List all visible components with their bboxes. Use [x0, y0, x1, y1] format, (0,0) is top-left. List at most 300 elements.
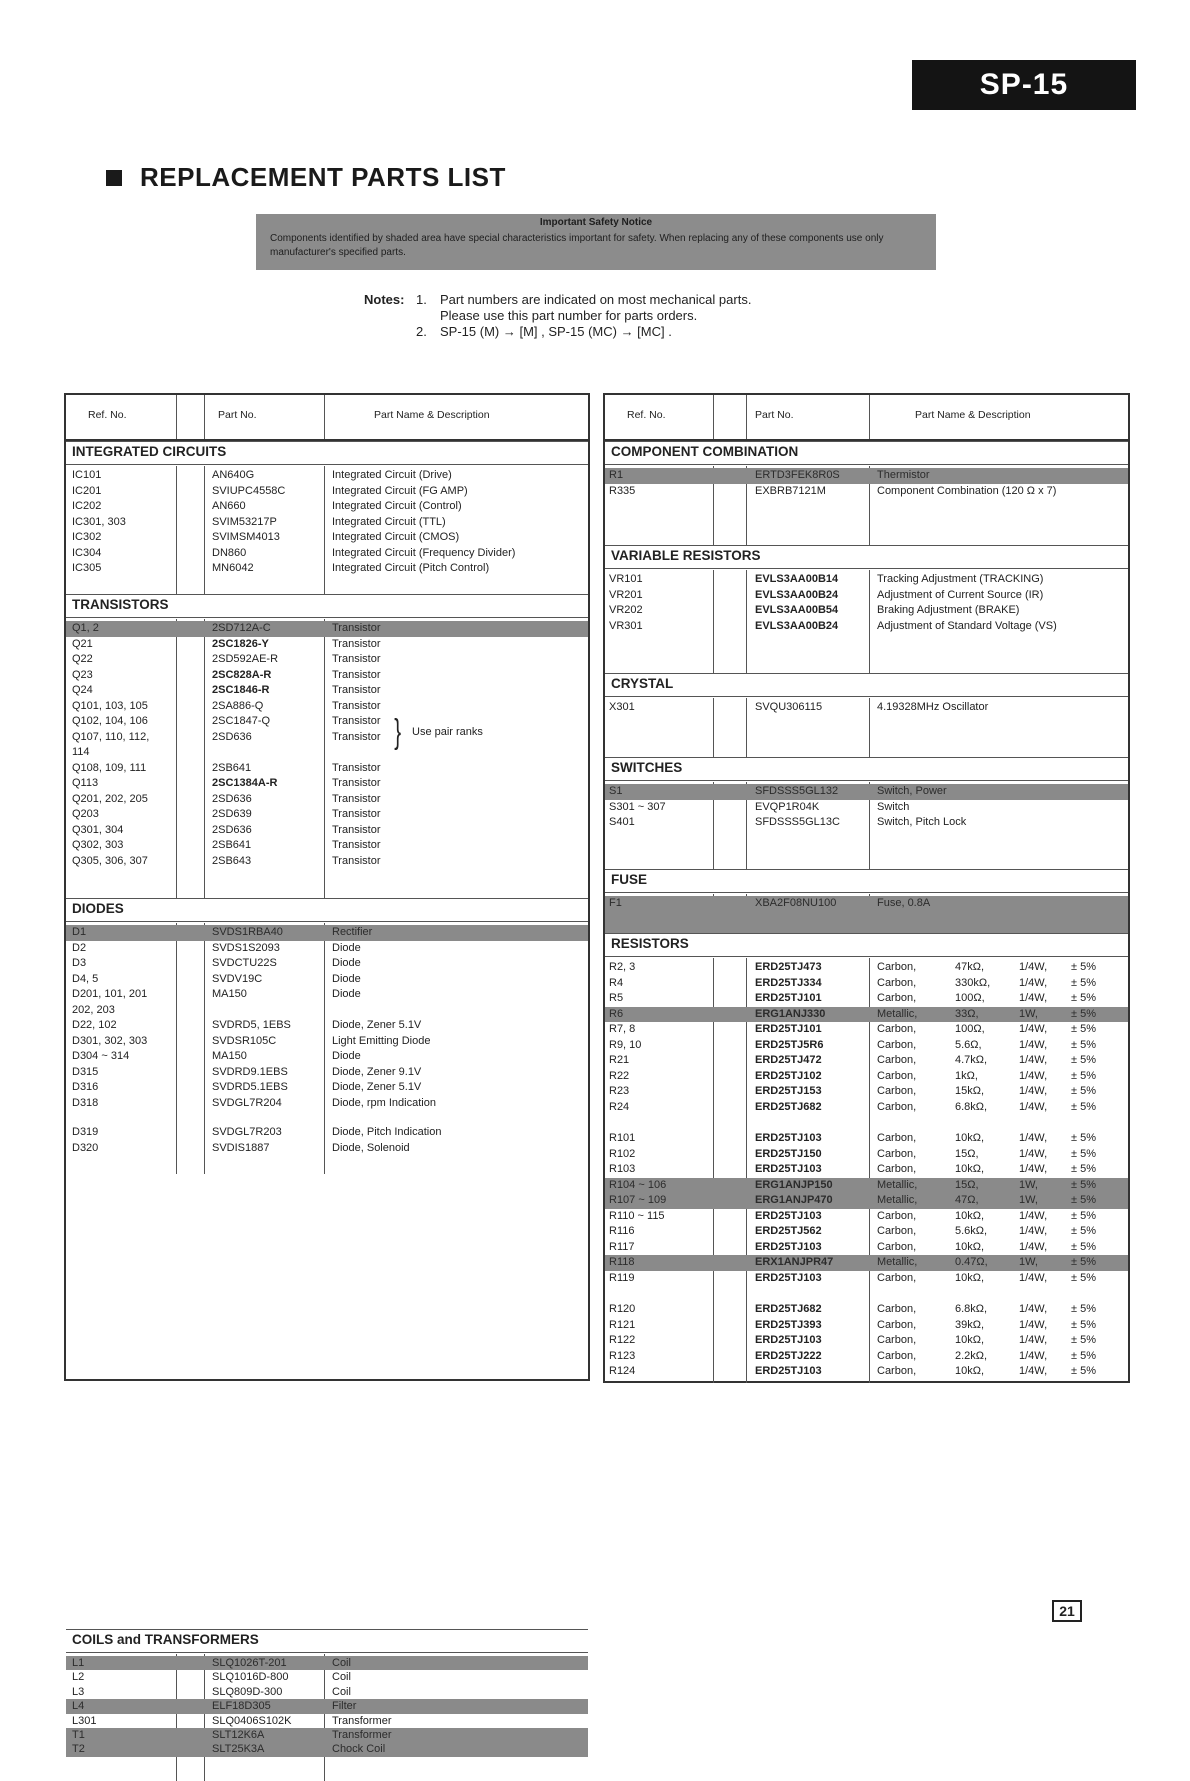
col-desc-header: Part Name & Description [915, 409, 1031, 421]
table-row [605, 1364, 1128, 1380]
cell-part: EVLS3AA00B24 [755, 619, 839, 632]
cell-desc: Diode [332, 972, 361, 985]
cell-type: Carbon, [877, 1069, 917, 1082]
cell-val: 15Ω, [955, 1147, 979, 1160]
cell-watt: 1/4W, [1019, 1271, 1048, 1284]
cell-part: ERD25TJ101 [755, 1023, 822, 1035]
cell-ref: T2 [72, 1743, 85, 1756]
cell-part: SVDS1RBA40 [212, 926, 283, 938]
cell-val: 10kΩ, [955, 1240, 985, 1253]
cell-watt: 1/4W, [1019, 1349, 1048, 1362]
section-title-variable-resistors: VARIABLE RESISTORS [605, 545, 1128, 569]
cell-desc: Integrated Circuit (FG AMP) [332, 484, 468, 497]
cell-ref: R6 [609, 1007, 624, 1020]
cell-part: 2SD636 [212, 823, 252, 836]
table-row [605, 784, 1128, 800]
cell-ref: L301 [72, 1714, 97, 1727]
cell-part: 2SC1846-R [212, 684, 270, 696]
cell-desc: Switch [877, 800, 910, 813]
cell-part: EVQP1R04K [755, 800, 820, 813]
cell-ref: D319 [72, 1126, 99, 1138]
table-header-left [66, 395, 588, 441]
table-row [605, 1069, 1128, 1085]
column-divider [324, 395, 325, 439]
cell-part: ERD25TJ103 [755, 1365, 822, 1377]
cell-ref: R5 [609, 992, 624, 1004]
cell-ref: R22 [609, 1069, 630, 1082]
cell-ref: D22, 102 [72, 1019, 117, 1031]
col-part-header: Part No. [755, 409, 794, 421]
cell-val: 10kΩ, [955, 1334, 985, 1346]
cell-part: 2SC1826-Y [212, 637, 269, 650]
cell-ref: X301 [609, 701, 635, 713]
cell-ref: D4, 5 [72, 972, 99, 985]
cell-part: ELF18D305 [212, 1700, 271, 1713]
table-row [66, 637, 588, 653]
cell-tol: ± 5% [1071, 1349, 1096, 1362]
table-row [605, 588, 1128, 604]
cell-ref: D301, 302, 303 [72, 1034, 148, 1047]
cell-watt: 1/4W, [1019, 992, 1048, 1004]
table-row [66, 1096, 588, 1112]
cell-tol: ± 5% [1071, 1271, 1096, 1284]
cell-type: Carbon, [877, 1349, 917, 1362]
cell-val: 0.47Ω, [955, 1256, 988, 1268]
table-row [605, 1209, 1128, 1225]
cell-part: SLQ809D-300 [212, 1685, 283, 1698]
cell-watt: 1/4W, [1019, 1303, 1048, 1315]
cell-part: ERD25TJ101 [755, 992, 822, 1004]
section-title-diodes: DIODES [66, 898, 588, 922]
table-row [66, 1034, 588, 1050]
cell-ref: D315 [72, 1065, 99, 1078]
cell-watt: 1/4W, [1019, 1132, 1048, 1144]
cell-ref: D201, 101, 201 [72, 988, 148, 1000]
cell-type: Carbon, [877, 1225, 917, 1237]
cell-part: ERG1ANJP150 [755, 1178, 833, 1191]
table-row [66, 1699, 588, 1713]
cell-desc: Integrated Circuit (Frequency Divider) [332, 546, 516, 559]
cell-ref: D316 [72, 1081, 99, 1093]
table-row [66, 621, 588, 637]
cell-desc: Diode, rpm Indication [332, 1096, 436, 1109]
table-row [605, 1038, 1128, 1054]
cell-ref: IC305 [72, 562, 102, 574]
cell-ref: IC201 [72, 484, 102, 497]
cell-ref: Q301, 304 [72, 823, 124, 836]
cell-desc: Coil [332, 1671, 351, 1684]
table-row [66, 1670, 588, 1684]
table-row [605, 800, 1128, 816]
table-row [605, 815, 1128, 831]
safety-notice-title: Important Safety Notice [539, 217, 653, 228]
cell-watt: 1/4W, [1019, 976, 1048, 989]
cell-desc: Tracking Adjustment (TRACKING) [877, 573, 1044, 585]
cell-type: Metallic, [877, 1256, 918, 1268]
cell-ref: Q113 [72, 777, 99, 789]
cell-val: 5.6kΩ, [955, 1225, 988, 1237]
cell-desc: Transistor [332, 777, 381, 789]
cell-desc: Adjustment of Standard Voltage (VS) [877, 619, 1057, 632]
cell-tol: ± 5% [1071, 1038, 1096, 1051]
cell-ref: R102 [609, 1147, 636, 1160]
cell-type: Carbon, [877, 992, 917, 1004]
model-badge: SP-15 [912, 60, 1136, 110]
cell-part: ERTD3FEK8R0S [755, 469, 840, 481]
cell-part: SVDGL7R204 [212, 1096, 282, 1109]
cell-desc: Diode, Zener 9.1V [332, 1065, 422, 1078]
safety-notice-text: Components identified by shaded area have special characteristics important for safety. When replacing any of these components use only manufacturer's specified parts. [270, 233, 884, 258]
cell-part: ERG1ANJ330 [755, 1007, 826, 1020]
cell-part: SVDGL7R203 [212, 1126, 282, 1138]
table-row [66, 838, 588, 854]
cell-ref: R119 [609, 1271, 635, 1284]
cell-type: Metallic, [877, 1007, 918, 1020]
cell-part: 2SD636 [212, 730, 252, 743]
cell-part: ERD25TJ682 [755, 1100, 822, 1113]
cell-watt: 1/4W, [1019, 961, 1048, 973]
cell-desc: Transformer [332, 1729, 392, 1741]
table-row [605, 1022, 1128, 1038]
table-row [66, 546, 588, 562]
bullet-square-icon [106, 170, 122, 186]
cell-ref: Q22 [72, 653, 93, 665]
cell-watt: 1/4W, [1019, 1225, 1048, 1237]
cell-desc: Integrated Circuit (Pitch Control) [332, 562, 490, 574]
table-row [66, 1065, 588, 1081]
cell-ref: R7, 8 [609, 1023, 636, 1035]
cell-ref: IC302 [72, 531, 102, 543]
cell-part: ERX1ANJPR47 [755, 1256, 834, 1268]
cell-part: ERD25TJ562 [755, 1225, 822, 1237]
cell-ref: R2, 3 [609, 961, 636, 973]
cell-ref: R120 [609, 1303, 636, 1315]
cell-desc: Transistor [332, 699, 381, 712]
cell-part: SLQ0406S102K [212, 1714, 292, 1727]
table-row [66, 745, 588, 761]
cell-val: 10kΩ, [955, 1365, 985, 1377]
section-title-coils: COILS and TRANSFORMERS [66, 1629, 588, 1653]
table-row [605, 1053, 1128, 1069]
table-row [66, 730, 588, 746]
cell-ref: L2 [72, 1671, 85, 1684]
brace-icon: } [394, 713, 402, 751]
cell-ref: R4 [609, 976, 624, 989]
table-row [66, 699, 588, 715]
table-row [605, 1333, 1128, 1349]
cell-ref: D1 [72, 926, 87, 938]
cell-ref: Q24 [72, 684, 93, 696]
cell-tol: ± 5% [1071, 1225, 1096, 1237]
cell-ref: R23 [609, 1085, 630, 1097]
table-row [605, 1084, 1128, 1100]
cell-val: 4.7kΩ, [955, 1054, 988, 1066]
cell-tol: ± 5% [1071, 1256, 1096, 1268]
cell-part: DN860 [212, 546, 247, 559]
cell-ref: VR101 [609, 573, 643, 585]
cell-type: Carbon, [877, 1209, 917, 1222]
cell-desc: Component Combination (120 Ω x 7) [877, 484, 1057, 497]
note-1-line-1: Part numbers are indicated on most mechanical parts. [440, 292, 752, 307]
table-row [66, 1742, 588, 1756]
section-title-component-combination: COMPONENT COMBINATION [605, 441, 1128, 465]
cell-part: ERD25TJ473 [755, 961, 822, 973]
cell-watt: 1/4W, [1019, 1085, 1048, 1097]
cell-part: ERD25TJ153 [755, 1085, 822, 1097]
cell-ref: S401 [609, 816, 635, 828]
cell-type: Carbon, [877, 961, 917, 973]
cell-ref: L4 [72, 1700, 85, 1713]
cell-part: SVIMSM4013 [212, 531, 280, 543]
cell-desc: Diode [332, 957, 361, 969]
cell-tol: ± 5% [1071, 992, 1096, 1004]
cell-part: ERG1ANJP470 [755, 1194, 833, 1206]
cell-tol: ± 5% [1071, 1054, 1096, 1066]
cell-ref: S301 ~ 307 [609, 800, 666, 813]
cell-watt: 1/4W, [1019, 1147, 1048, 1160]
cell-ref: D320 [72, 1141, 99, 1154]
cell-ref: T1 [72, 1729, 85, 1741]
cell-val: 10kΩ, [955, 1132, 985, 1144]
table-row [605, 1255, 1128, 1271]
cell-part: SVIUPC4558C [212, 484, 286, 497]
cell-tol: ± 5% [1071, 1365, 1096, 1377]
cell-tol: ± 5% [1071, 1100, 1096, 1113]
cell-ref: 202, 203 [72, 1003, 115, 1016]
cell-part: 2SA886-Q [212, 699, 264, 712]
table-row [605, 1302, 1128, 1318]
cell-val: 6.8kΩ, [955, 1303, 988, 1315]
table-row [605, 468, 1128, 484]
cell-type: Carbon, [877, 1054, 917, 1066]
cell-val: 39kΩ, [955, 1318, 985, 1331]
cell-part: SVDRD5, 1EBS [212, 1019, 291, 1031]
cell-part: 2SC828A-R [212, 668, 272, 681]
table-row [66, 761, 588, 777]
cell-val: 100Ω, [955, 1023, 985, 1035]
cell-part: ERD25TJ334 [755, 976, 822, 989]
cell-desc: Diode, Solenoid [332, 1141, 410, 1154]
cell-part: EVLS3AA00B24 [755, 588, 839, 601]
cell-tol: ± 5% [1071, 1069, 1096, 1082]
cell-watt: 1/4W, [1019, 1240, 1048, 1253]
cell-ref: R124 [609, 1365, 636, 1377]
cell-tol: ± 5% [1071, 1132, 1096, 1144]
cell-ref: D304 ~ 314 [72, 1050, 130, 1062]
cell-desc: Diode, Zener 5.1V [332, 1019, 422, 1031]
cell-ref: Q203 [72, 808, 99, 820]
cell-ref: Q101, 103, 105 [72, 699, 148, 712]
table-row [66, 807, 588, 823]
cell-type: Carbon, [877, 1038, 917, 1051]
cell-part: EXBRB7121M [755, 484, 826, 497]
cell-type: Carbon, [877, 1334, 917, 1346]
cell-val: 100Ω, [955, 992, 985, 1004]
section-title-crystal: CRYSTAL [605, 673, 1128, 697]
cell-part: ERD25TJ102 [755, 1069, 822, 1082]
cell-part: ERD25TJ103 [755, 1271, 822, 1284]
cell-tol: ± 5% [1071, 1303, 1096, 1315]
cell-ref: VR202 [609, 604, 643, 616]
cell-part: ERD25TJ103 [755, 1334, 822, 1346]
cell-part: MA150 [212, 1050, 247, 1062]
cell-ref: R122 [609, 1334, 636, 1346]
table-row [605, 991, 1128, 1007]
cell-part: SVDS1S2093 [212, 941, 280, 954]
cell-desc: Transformer [332, 1714, 392, 1727]
cell-ref: Q201, 202, 205 [72, 792, 148, 805]
cell-part: AN660 [212, 500, 246, 512]
cell-desc: Diode [332, 1050, 361, 1062]
cell-tol: ± 5% [1071, 1163, 1096, 1175]
cell-ref: S1 [609, 785, 623, 797]
table-row [66, 854, 588, 870]
cell-val: 5.6Ω, [955, 1038, 982, 1051]
note-2-text: SP-15 (M) → [M] , SP-15 (MC) → [MC] . [440, 324, 672, 339]
table-row [66, 668, 588, 684]
cell-part: ERD25TJ103 [755, 1240, 822, 1253]
table-row [66, 515, 588, 531]
cell-ref: Q108, 109, 111 [72, 761, 147, 774]
cell-tol: ± 5% [1071, 1240, 1096, 1253]
cell-desc: Transistor [332, 668, 381, 681]
cell-desc: Chock Coil [332, 1743, 386, 1756]
cell-type: Carbon, [877, 1365, 917, 1377]
cell-val: 10kΩ, [955, 1271, 985, 1284]
cell-desc: Transistor [332, 792, 381, 805]
cell-ref: R103 [609, 1163, 636, 1175]
table-row [66, 561, 588, 577]
cell-ref: Q1, 2 [72, 622, 99, 634]
cell-part: 2SB641 [212, 839, 252, 851]
cell-part: SVIM53217P [212, 515, 277, 528]
cell-ref: R101 [609, 1132, 636, 1144]
table-row [66, 956, 588, 972]
cell-desc: Transistor [332, 823, 381, 836]
cell-desc: Switch, Power [877, 785, 947, 797]
cell-desc: Coil [332, 1685, 351, 1698]
cell-desc: Integrated Circuit (CMOS) [332, 531, 460, 543]
column-divider [713, 395, 714, 439]
cell-part: ERD25TJ103 [755, 1132, 822, 1144]
cell-part: SVDIS1887 [212, 1141, 270, 1154]
cell-val: 15Ω, [955, 1178, 979, 1191]
cell-tol: ± 5% [1071, 1209, 1096, 1222]
cell-type: Carbon, [877, 976, 917, 989]
cell-desc: Light Emitting Diode [332, 1034, 431, 1047]
cell-tol: ± 5% [1071, 1023, 1096, 1035]
cell-ref: R9, 10 [609, 1038, 642, 1051]
table-row [605, 1240, 1128, 1256]
cell-type: Carbon, [877, 1303, 917, 1315]
cell-part: ERD25TJ103 [755, 1163, 822, 1175]
cell-ref: Q23 [72, 668, 93, 681]
section-title-transistors: TRANSISTORS [66, 594, 588, 618]
section-title-integrated-circuits: INTEGRATED CIRCUITS [66, 441, 588, 465]
cell-ref: R123 [609, 1349, 636, 1362]
cell-watt: 1/4W, [1019, 1069, 1048, 1082]
cell-ref: L1 [72, 1657, 85, 1669]
cell-ref: R21 [609, 1054, 630, 1066]
cell-desc: Switch, Pitch Lock [877, 816, 967, 828]
cell-tol: ± 5% [1071, 1007, 1096, 1020]
column-divider [746, 395, 747, 439]
page-title [106, 162, 506, 193]
cell-ref: L3 [72, 1685, 85, 1698]
cell-watt: 1/4W, [1019, 1334, 1048, 1346]
cell-val: 2.2kΩ, [955, 1349, 988, 1362]
cell-val: 47Ω, [955, 1194, 979, 1206]
cell-part: 2SC1384A-R [212, 777, 278, 789]
cell-ref: R335 [609, 484, 636, 497]
cell-part: 2SB641 [212, 761, 252, 774]
cell-ref: R107 ~ 109 [609, 1194, 667, 1206]
table-row [605, 484, 1128, 500]
cell-part: ERD25TJ472 [755, 1054, 822, 1066]
cell-val: 1kΩ, [955, 1069, 978, 1082]
cell-type: Metallic, [877, 1194, 918, 1206]
cell-desc: Transistor [332, 637, 381, 650]
cell-part: 2SD712A-C [212, 622, 271, 634]
cell-tol: ± 5% [1071, 961, 1096, 973]
table-row [605, 603, 1128, 619]
cell-watt: 1W, [1019, 1178, 1038, 1191]
cell-desc: Diode [332, 941, 361, 954]
cell-part: ERD25TJ222 [755, 1349, 822, 1362]
column-divider [176, 395, 177, 439]
notes-label: Notes: [364, 292, 405, 307]
col-part-header: Part No. [218, 409, 257, 421]
cell-watt: 1/4W, [1019, 1365, 1048, 1377]
cell-desc: Transistor [332, 854, 381, 867]
cell-part: EVLS3AA00B54 [755, 604, 839, 616]
cell-watt: 1W, [1019, 1007, 1038, 1020]
cell-desc: Braking Adjustment (BRAKE) [877, 604, 1020, 616]
table-row [605, 1007, 1128, 1023]
cell-desc: Transistor [332, 684, 381, 696]
cell-val: 33Ω, [955, 1007, 979, 1020]
cell-part: ERD25TJ150 [755, 1147, 822, 1160]
parts-table-right [603, 393, 1130, 1383]
table-row [66, 972, 588, 988]
cell-part: SVDV19C [212, 972, 263, 985]
cell-part: 2SC1847-Q [212, 715, 271, 727]
cell-watt: 1/4W, [1019, 1163, 1048, 1175]
note-1-number: 1. [416, 292, 427, 307]
table-row [66, 925, 588, 941]
table-row [605, 1131, 1128, 1147]
cell-val: 330kΩ, [955, 976, 991, 989]
cell-part: MN6042 [212, 562, 254, 574]
cell-desc: Fuse, 0.8A [877, 897, 931, 909]
table-row [66, 1714, 588, 1728]
cell-part: ERD25TJ5R6 [755, 1038, 824, 1051]
cell-type: Carbon, [877, 1271, 917, 1284]
cell-desc: 4.19328MHz Oscillator [877, 701, 989, 713]
cell-part: SVQU306115 [755, 701, 823, 713]
page-title-text: REPLACEMENT PARTS LIST [140, 162, 506, 192]
cell-part: SFDSSS5GL132 [755, 785, 839, 797]
cell-watt: 1/4W, [1019, 1023, 1048, 1035]
cell-ref: Q302, 303 [72, 839, 124, 851]
cell-tol: ± 5% [1071, 1318, 1096, 1331]
cell-val: 15kΩ, [955, 1085, 985, 1097]
cell-desc: Transistor [332, 761, 381, 774]
cell-ref: IC301, 303 [72, 515, 126, 528]
cell-desc: Transistor [332, 622, 381, 634]
parts-table-left [64, 393, 590, 1756]
table-row [66, 484, 588, 500]
